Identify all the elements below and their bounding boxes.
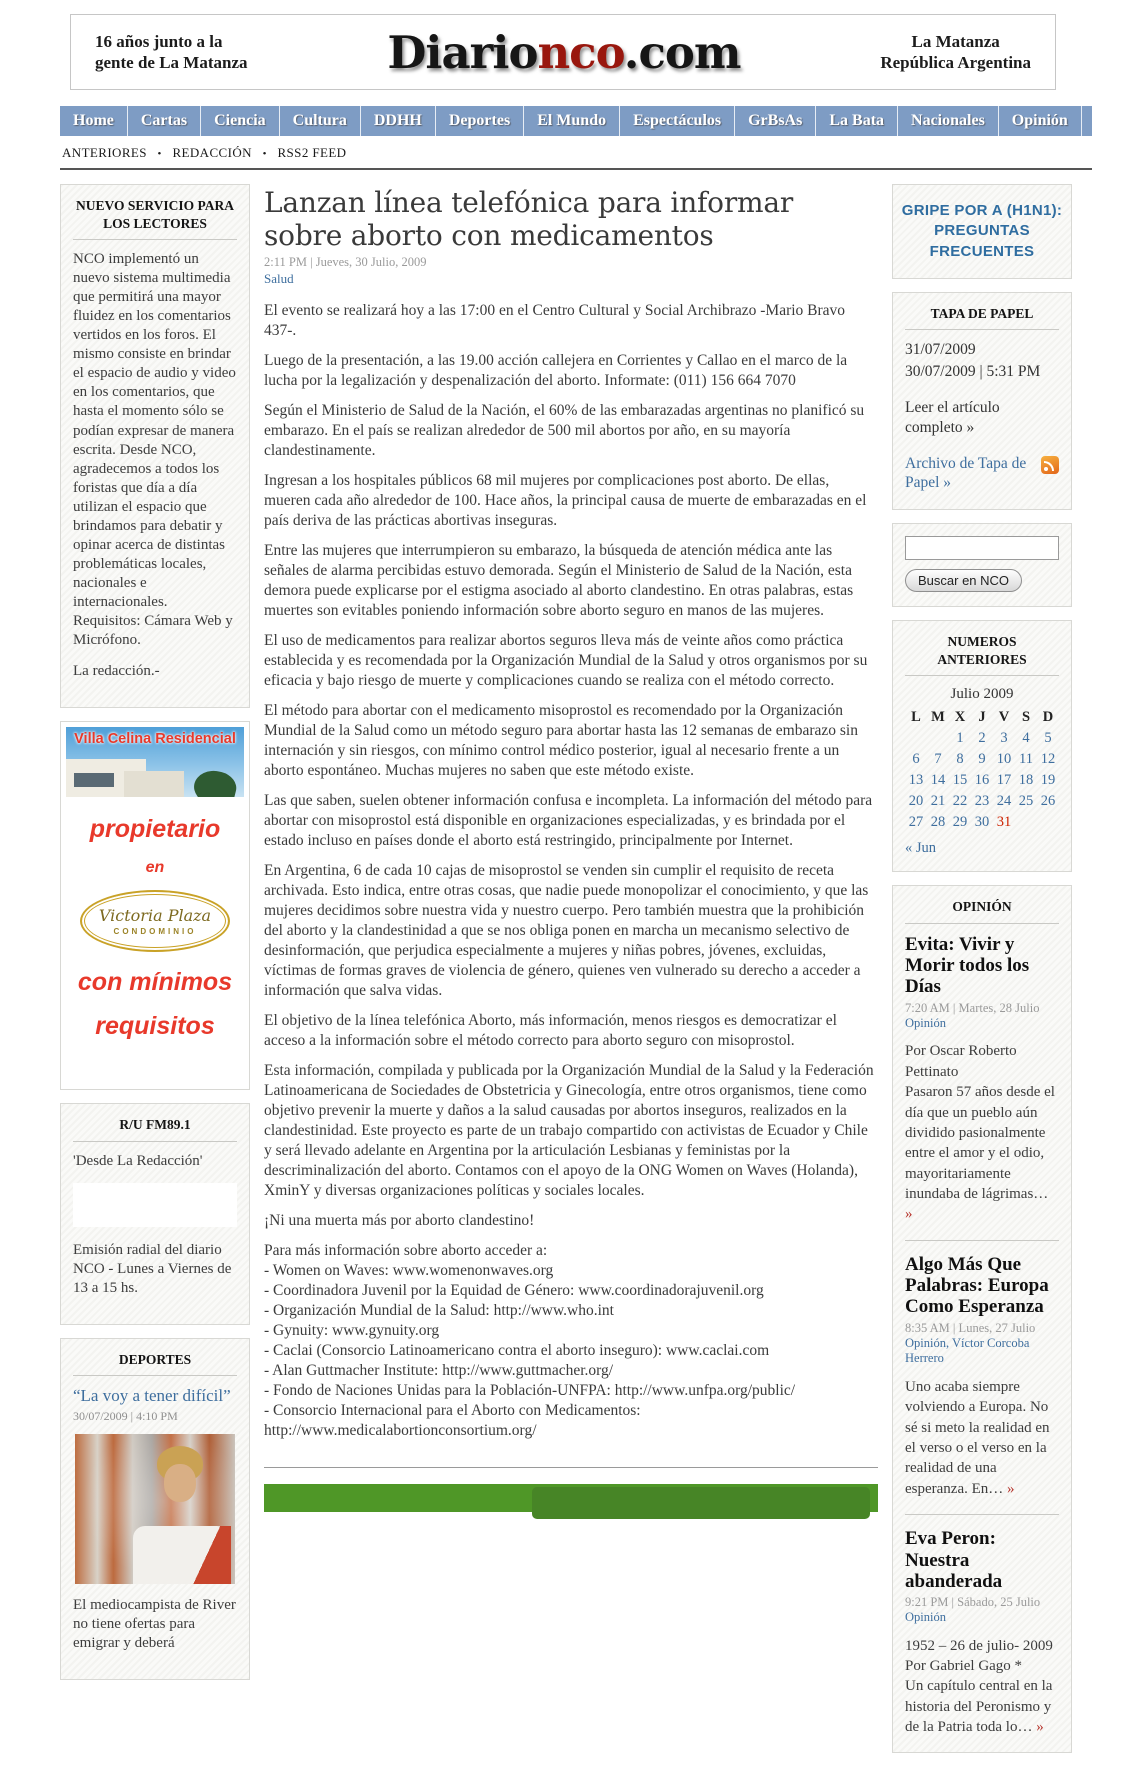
- calendar-day-link[interactable]: 11: [1019, 751, 1033, 768]
- nav-item-cultura[interactable]: Cultura: [280, 106, 361, 136]
- resource-link: - Organización Mundial de la Salud: http://www.who.int: [264, 1302, 614, 1319]
- calendar-day-link[interactable]: 20: [908, 793, 924, 810]
- calendar-day-link[interactable]: 3: [1000, 730, 1008, 747]
- nav-item-nacionales[interactable]: Nacionales: [898, 106, 999, 136]
- resource-links-intro: Para más información sobre aborto acceder a:: [264, 1242, 548, 1259]
- excerpt-line: Por Gabriel Gago *: [905, 1658, 1023, 1675]
- nav-item-ddhh[interactable]: DDHH: [361, 106, 436, 136]
- bullet-separator: •: [157, 148, 162, 160]
- nav-item-home[interactable]: Home: [60, 106, 128, 136]
- calendar-day-link[interactable]: 14: [930, 772, 946, 789]
- palm-tree-shape: [191, 767, 240, 798]
- article-paragraph: Ingresan a los hospitales públicos 68 mil mujeres por complicaciones post aborto. De ellas, mueren cada año alrededor de 100. Hace años, la principal causa de muerte de embarazadas en el país deriva de las prácticas abortivas inseguras.: [264, 472, 867, 529]
- ad-text-en: en: [145, 859, 165, 877]
- opinion-article-title[interactable]: Algo Más Que Palabras: Europa Como Esperanza: [905, 1253, 1049, 1318]
- calendar-day-link[interactable]: 30: [974, 814, 990, 831]
- opinion-article-meta: 9:21 PM | Sábado, 25 Julio: [905, 1595, 1041, 1610]
- excerpt-line: Uno acaba siempre volviendo a Europa. No sé si meto la realidad en el verso o el verso en la realidad de una esperanza. En… »: [905, 1378, 1050, 1497]
- article-paragraph: Según el Ministerio de Salud de la Nación, el 60% de las embarazadas argentinas no planificó su embarazo. En el país se realizan alrededor de 500 mil abortos por año, en su mayoría clandestinamente.: [264, 402, 865, 459]
- search-box: [892, 523, 1072, 607]
- calendar-day-header-row: [905, 707, 1059, 728]
- nav-item-la-bata[interactable]: La Bata: [816, 106, 898, 136]
- new-service-box-title: NUEVO SERVICIO PARA LOS LECTORES: [73, 197, 237, 240]
- resource-link: - Alan Guttmacher Institute: http://www.guttmacher.org/: [264, 1362, 614, 1379]
- calendar-day-link[interactable]: 5: [1044, 730, 1052, 747]
- read-more-arrow[interactable]: »: [905, 1206, 913, 1223]
- main-nav: [60, 106, 1092, 136]
- calendar-day-link[interactable]: 9: [978, 751, 986, 768]
- logo-part-nco: nco: [537, 25, 624, 79]
- article-paragraph: ¡Ni una muerta más por aborto clandestino!: [264, 1212, 535, 1229]
- tapa-archive-row: [905, 454, 1059, 494]
- calendar-day-link[interactable]: 29: [952, 814, 968, 831]
- resource-link: - Consorcio Internacional para el Aborto con Medicamentos:: [264, 1402, 641, 1419]
- tagline-left-line2: gente de La Matanza: [95, 53, 248, 72]
- article: [264, 184, 878, 1512]
- new-service-box-body: NCO implementó un nuevo sistema multimedia que permitirá una mayor fluidez en los comentarios vertidos en los foros. El mismo consiste en brindar el espacio de audio y video en los comentarios, que hasta el momento sólo se podían expresar de manera escrita. Desde NCO, agradecemos a todos los foristas que día a día utilizan el espacio que brindamos para debatir y opinar acerca de distintas problemáticas locales, nacionales e internacionales. Requisitos: Cámara Web y Micrófono.: [73, 251, 236, 649]
- sports-article-date: 30/07/2009 | 4:10 PM: [73, 1408, 178, 1423]
- excerpt-line: Por Oscar Roberto Pettinato: [905, 1043, 1017, 1080]
- calendar-day-link[interactable]: 27: [908, 814, 924, 831]
- ad-photo: [66, 727, 244, 797]
- article-paragraph: El objetivo de la línea telefónica Aborto, más información, menos riesgos es democratizar el acceso a la información sobre el método correcto para aborto seguro con misoprostol.: [264, 1012, 837, 1049]
- archive-calendar-box: [892, 620, 1072, 872]
- calendar-week-row: [905, 791, 1059, 812]
- sports-box-title: DEPORTES: [73, 1351, 237, 1377]
- header-divider: [60, 168, 1092, 170]
- calendar-day-link[interactable]: 7: [934, 751, 942, 768]
- ad-photo-caption: Villa Celina Residencial: [74, 731, 236, 748]
- opinion-divider: [905, 1240, 1059, 1241]
- calendar-week-row: [905, 749, 1059, 770]
- search-button[interactable]: Buscar en NCO: [905, 569, 1022, 592]
- read-more-arrow[interactable]: »: [1036, 1719, 1044, 1736]
- tagline-right: [880, 31, 1031, 74]
- calendar-day-link[interactable]: 17: [996, 772, 1012, 789]
- calendar-day-link[interactable]: 18: [1018, 772, 1034, 789]
- calendar-day-header: S: [1021, 709, 1031, 726]
- sports-article-link[interactable]: “La voy a tener difícil”: [73, 1386, 231, 1406]
- sports-box: [60, 1338, 250, 1680]
- window-shape: [74, 773, 114, 787]
- nav-item-espectaculos[interactable]: Espectáculos: [620, 106, 735, 136]
- tagline-left-line1: 16 años junto a la: [95, 31, 223, 51]
- archive-calendar-title: NUMEROS ANTERIORES: [905, 633, 1059, 676]
- opinion-box-title: OPINIÓN: [905, 898, 1059, 924]
- resource-link: - Fondo de Naciones Unidas para la Población-UNFPA: http://www.unfpa.org/public/: [264, 1382, 796, 1399]
- calendar-empty-cell: [927, 728, 949, 749]
- calendar-day-link[interactable]: 12: [1040, 751, 1056, 768]
- resource-link: http://www.medicalabortionconsortium.org/: [264, 1422, 537, 1439]
- player-face-shape: [164, 1464, 196, 1502]
- resource-link: - Gynuity: www.gynuity.org: [264, 1322, 440, 1339]
- calendar-day-link[interactable]: 16: [974, 772, 990, 789]
- new-service-box-footer: La redacción.-: [73, 663, 160, 680]
- resource-link: - Coordinadora Juvenil por la Equidad de Género: www.coordinadorajuvenil.org: [264, 1282, 764, 1299]
- nav-item-cartas[interactable]: Cartas: [128, 106, 201, 136]
- opinion-article-excerpt: [905, 1041, 1059, 1225]
- resource-link: - Women on Waves: www.womenonwaves.org: [264, 1262, 554, 1279]
- ad-text-con-minimos: con mínimos: [77, 968, 233, 997]
- tagline-left: [95, 31, 248, 74]
- subnav-rss2-feed-link[interactable]: RSS2 FEED: [277, 145, 347, 160]
- calendar-day-link[interactable]: 26: [1040, 793, 1056, 810]
- article-paragraph: Esta información, compilada y publicada por la Organización Mundial de la Salud y la Federación Latinoamericana de Sociedades de Obstetricia y Ginecología, entre otros organismos, tiene como objetivo prevenir la muerte y daños a la salud causadas por abortos inseguros, realizados en la clandestinidad. Este proyecto es parte de un trabajo compartido con activistas de Ecuador y Chile y será llevado adelante en Argentina por la articulación Lesbianas y feministas por la descriminalización del aborto. Contamos con el apoyo de la ONG Women on Waves (Holanda), XminY y diversas organizaciones políticas y sociales locales.: [264, 1062, 874, 1199]
- radio-box-caption: Emisión radial del diario NCO - Lunes a Viernes de 13 a 15 hs.: [73, 1241, 232, 1296]
- calendar-table: [905, 707, 1059, 833]
- read-more-arrow[interactable]: »: [1007, 1480, 1015, 1497]
- calendar-day-link[interactable]: 15: [952, 772, 968, 789]
- opinion-category-link[interactable]: Opinión: [905, 1015, 946, 1030]
- nav-item-grbsas[interactable]: GrBsAs: [735, 106, 816, 136]
- opinion-item: [905, 934, 1059, 1225]
- article-paragraph: Luego de la presentación, a las 19.00 acción callejera en Corrientes y Callao en el marco de la lucha por la legalización y despenalización del aborto. Informate: (011) 156 664 7070: [264, 352, 848, 389]
- opinion-category-link[interactable]: Opinión: [905, 1610, 946, 1625]
- calendar-empty-cell: [905, 728, 927, 749]
- h1n1-faq-link[interactable]: GRIPE POR A (H1N1): PREGUNTAS FRECUENTES: [892, 184, 1072, 279]
- excerpt-line: Pasaron 57 años desde el día que un pueblo aún dividido pasionalmente entre el amor y el odio, mayoritariamente inundaba de lágrimas… »: [905, 1084, 1055, 1223]
- nav-item-el-mundo[interactable]: El Mundo: [524, 106, 620, 136]
- calendar-day-link[interactable]: 4: [1022, 730, 1030, 747]
- opinion-article-excerpt: [905, 1636, 1059, 1738]
- page: [60, 14, 1092, 1766]
- calendar-day-link[interactable]: 1: [956, 730, 964, 747]
- calendar-day-link[interactable]: 8: [956, 751, 964, 768]
- footer-ad-image: [532, 1487, 870, 1519]
- nav-item-ciencia[interactable]: Ciencia: [201, 106, 280, 136]
- victoria-plaza-logo-name: Victoria Plaza: [98, 906, 212, 926]
- calendar-empty-cell: [1037, 812, 1059, 833]
- audio-player-placeholder[interactable]: [73, 1183, 237, 1227]
- site-header: [70, 14, 1056, 90]
- article-paragraph: El evento se realizará hoy a las 17:00 en el Centro Cultural y Social Archibrazo -Mario Bravo 437-.: [264, 302, 846, 339]
- category-link-salud[interactable]: Salud: [264, 271, 294, 286]
- nav-item-deportes[interactable]: Deportes: [436, 106, 524, 136]
- calendar-day-header: J: [978, 709, 986, 726]
- opinion-category-link[interactable]: Opinión, Víctor Corcoba Herrero: [905, 1335, 1030, 1366]
- footer-ad-banner[interactable]: [264, 1484, 878, 1512]
- excerpt-line: 1952 – 26 de julio- 2009: [905, 1637, 1053, 1654]
- tapa-de-papel-title: TAPA DE PAPEL: [905, 305, 1059, 331]
- nav-item-opinion[interactable]: Opinión: [999, 106, 1082, 136]
- sports-article-caption: El mediocampista de River no tiene ofertas para emigrar y deberá: [73, 1596, 236, 1651]
- bullet-separator: •: [262, 148, 267, 160]
- search-input[interactable]: [905, 536, 1059, 560]
- soccer-player-photo[interactable]: [75, 1434, 235, 1584]
- tagline-right-line1: La Matanza: [911, 31, 1000, 51]
- tapa-issue-link[interactable]: 31/07/2009: [905, 341, 976, 359]
- ad-text-requisitos: requisitos: [95, 1012, 215, 1041]
- opinion-item: [905, 1254, 1059, 1499]
- opinion-divider: [905, 1514, 1059, 1515]
- opinion-item: [905, 1528, 1059, 1737]
- article-paragraph: El método para abortar con el medicamento misoprostol es recomendado por la Organización Mundial de la Salud como un método seguro para abortar hasta las 12 semanas de embarazo sin internación y sin riesgos, con mínimo control médico posterior, igual al necesario frente a un aborto espontáneo. Muchas mujeres no saben que este método existe.: [264, 702, 858, 779]
- article-paragraph: En Argentina, 6 de cada 10 cajas de misoprostol se venden sin cumplir el requisito de receta archivada. Esto indica, entre otras cosas, que nadie puede monopolizar el conocimiento, y que las mujeres decidimos sobre nuestra vida y nuestro cuerpo. Pero también muestra que la prohibición del aborto y la clandestinidad a que se nos obliga ponen en marcha un mecanismo selectivo de desinformación, que perjudica especialmente a mujeres y niñas pobres, jóvenes, excluidas, víctimas de formas graves de violencia de género, quienes ven vulnerado su derecho a acceder a información que salva vidas.: [264, 862, 869, 999]
- tapa-de-papel-box: [892, 292, 1072, 511]
- calendar-day-header: M: [931, 709, 945, 726]
- calendar-day-link[interactable]: 24: [996, 793, 1012, 810]
- calendar-day-link[interactable]: 25: [1018, 793, 1034, 810]
- left-sidebar: [60, 184, 250, 1693]
- ad-villa-celina[interactable]: [60, 721, 250, 1090]
- calendar-today-cell[interactable]: 31: [996, 814, 1012, 831]
- new-service-box: [60, 184, 250, 708]
- calendar-empty-cell: [1015, 812, 1037, 833]
- subnav-anteriores-link[interactable]: ANTERIORES: [62, 145, 147, 160]
- calendar-day-link[interactable]: 21: [930, 793, 946, 810]
- previous-month-link[interactable]: « Jun: [905, 840, 937, 857]
- ad-text-propietario: propietario: [89, 815, 221, 844]
- read-full-article-link[interactable]: Leer el artículo completo »: [905, 398, 1000, 436]
- building-shape: [124, 771, 184, 797]
- tapa-issue-date: 30/07/2009 | 5:31 PM: [905, 363, 1041, 381]
- calendar-day-header: D: [1042, 709, 1054, 726]
- tapa-archive-link[interactable]: Archivo de Tapa de Papel »: [905, 454, 1027, 492]
- calendar-day-link[interactable]: 22: [952, 793, 968, 810]
- opinion-article-title[interactable]: Evita: Vivir y Morir todos los Días: [905, 933, 1030, 998]
- resource-links-block: [264, 1241, 878, 1441]
- calendar-day-link[interactable]: 13: [908, 772, 924, 789]
- opinion-article-title[interactable]: Eva Peron: Nuestra abanderada: [905, 1528, 1003, 1592]
- article-paragraph: Entre las mujeres que interrumpieron su embarazo, la búsqueda de atención médica ante las señales de alarma percibidas estuvo demorada. Según el Ministerio de Salud de la Nación, esta demora puede explicarse por el estigma asociado al aborto clandestino. En otras palabras, estas muertes son evitables poniendo información sobre aborto seguro en manos de las mujeres.: [264, 542, 854, 619]
- subnav-redaccion-link[interactable]: REDACCIÓN: [172, 145, 252, 160]
- calendar-day-link[interactable]: 28: [930, 814, 946, 831]
- calendar-day-header: V: [998, 709, 1010, 726]
- article-title: Lanzan línea telefónica para informar sobre aborto con medicamentos: [264, 186, 794, 252]
- calendar-week-row: [905, 770, 1059, 791]
- calendar-day-link[interactable]: 6: [912, 751, 920, 768]
- opinion-article-meta: 7:20 AM | Martes, 28 Julio: [905, 1000, 1040, 1015]
- calendar-month-caption: Julio 2009: [950, 686, 1014, 703]
- ad-body: [66, 797, 244, 1084]
- calendar-day-link[interactable]: 2: [978, 730, 986, 747]
- rss-icon[interactable]: [1041, 456, 1059, 474]
- article-paragraph: El uso de medicamentos para realizar abortos seguros lleva más de veinte años como práctica establecida y es recomendada por la Organización Mundial de la Salud y otros organismos por su eficacia y bajo riesgo de muerte y complicaciones cuando se realiza con el método correcto.: [264, 632, 868, 689]
- calendar-day-header: X: [954, 709, 966, 726]
- article-meta: 2:11 PM | Jueves, 30 Julio, 2009: [264, 255, 427, 269]
- resource-link: - Caclai (Consorcio Latinoamericano contra el aborto inseguro): www.caclai.com: [264, 1342, 770, 1359]
- opinion-box: [892, 885, 1072, 1752]
- victoria-plaza-logo: [80, 890, 230, 952]
- calendar-day-header: L: [911, 709, 921, 726]
- tagline-right-line2: República Argentina: [880, 53, 1031, 72]
- player-sash-shape: [193, 1526, 231, 1584]
- site-logo[interactable]: [387, 26, 740, 79]
- calendar-day-link[interactable]: 10: [996, 751, 1012, 768]
- radio-box: [60, 1103, 250, 1325]
- calendar-week-row: [905, 812, 1059, 833]
- radio-box-quote: 'Desde La Redacción': [73, 1152, 203, 1169]
- logo-part-diario: Diario: [387, 25, 538, 79]
- secondary-nav: [62, 145, 1092, 161]
- calendar-week-row: [905, 728, 1059, 749]
- calendar-day-link[interactable]: 23: [974, 793, 990, 810]
- article-paragraph: Las que saben, suelen obtener información confusa e incompleta. La información del método para abortar con misoprostol está disponible en organizaciones especializadas, y es brindada por el estado incluso en países donde el aborto está restringido, principalmente por Internet.: [264, 792, 873, 849]
- radio-box-title: R/U FM89.1: [73, 1116, 237, 1142]
- excerpt-line: Un capítulo central en la historia del Peronismo y de la Patria toda lo… »: [905, 1678, 1053, 1736]
- victoria-plaza-logo-subtitle: CONDOMINIO: [113, 927, 197, 937]
- logo-part-com: .com: [623, 25, 741, 79]
- right-sidebar: [892, 184, 1072, 1766]
- article-end-divider: [264, 1467, 878, 1468]
- opinion-article-meta: 8:35 AM | Lunes, 27 Julio: [905, 1320, 1036, 1335]
- opinion-article-excerpt: [905, 1377, 1059, 1499]
- calendar-day-link[interactable]: 19: [1040, 772, 1056, 789]
